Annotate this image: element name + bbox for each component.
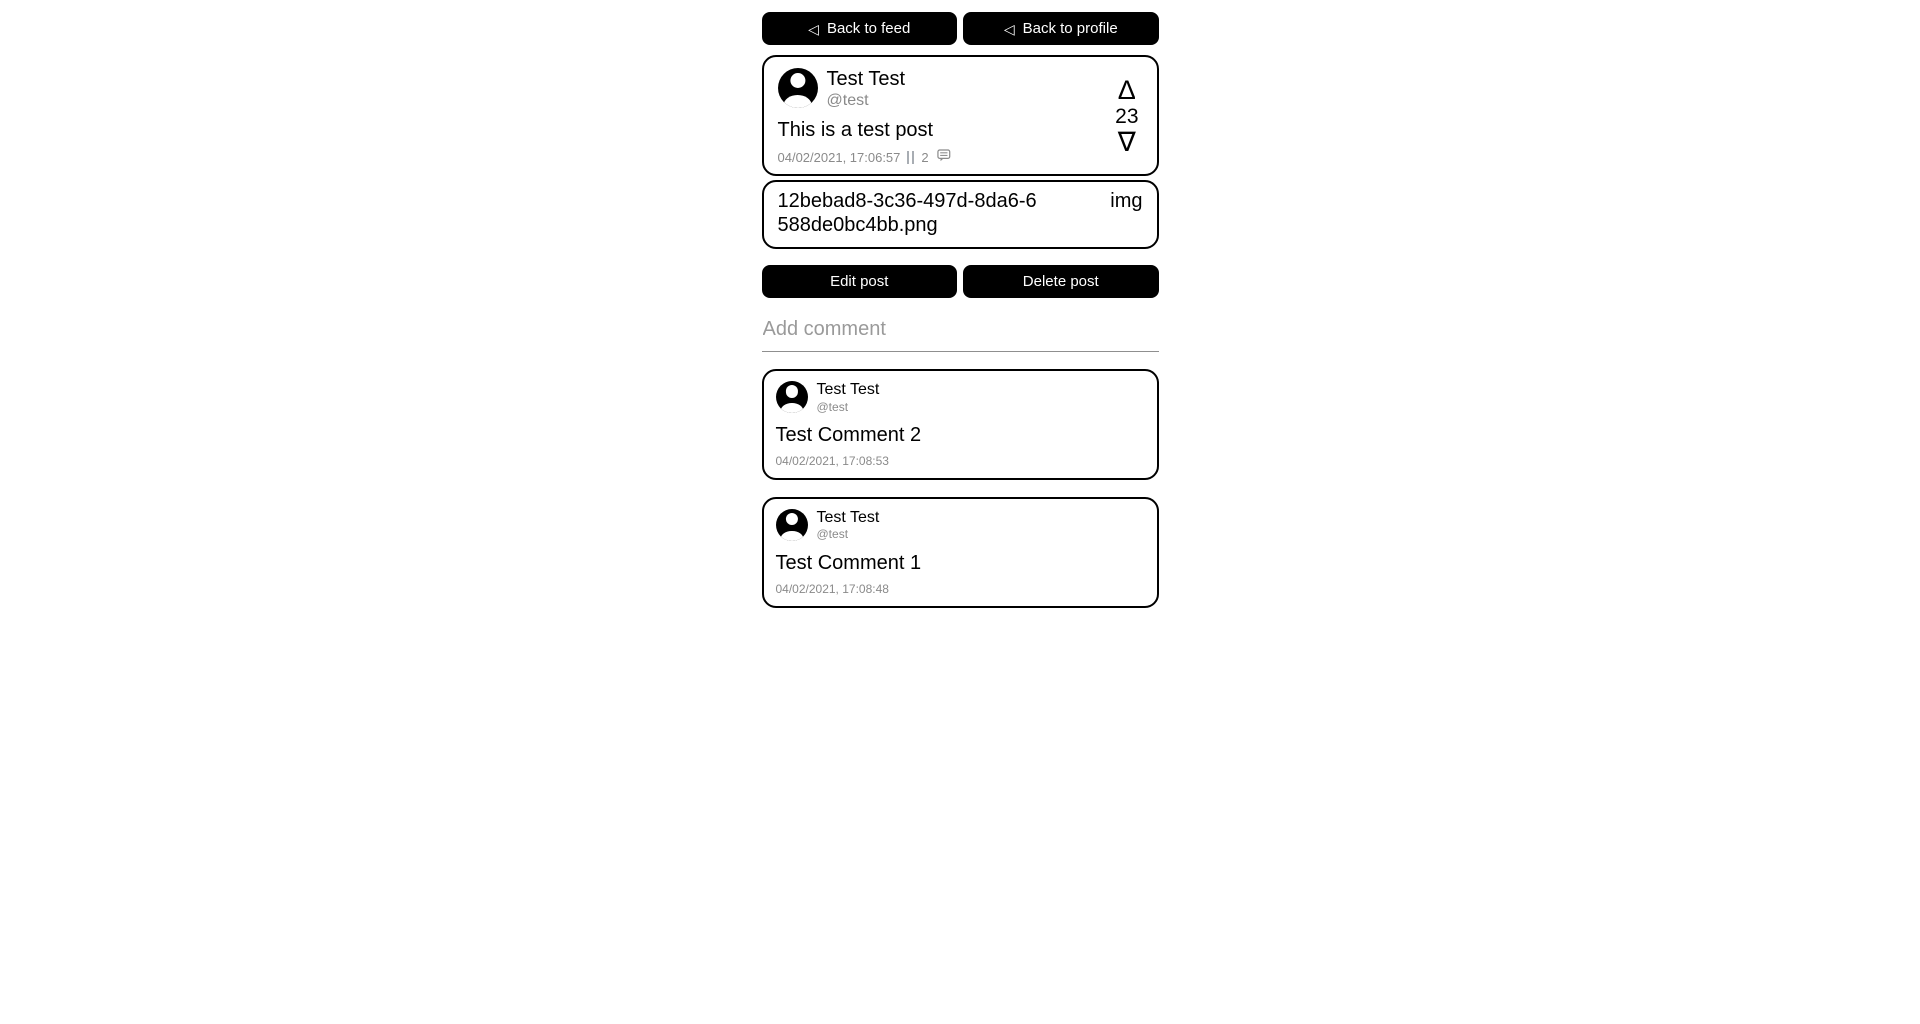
back-triangle-icon: ◁ [808, 20, 819, 37]
post-text: This is a test post [777, 119, 934, 142]
comment-timestamp: 04/02/2021, 17:08:48 [775, 581, 889, 596]
delete-post-label: Delete post [1022, 273, 1099, 291]
comment-timestamp: 04/02/2021, 17:08:53 [775, 453, 889, 468]
back-to-feed-button[interactable] [762, 12, 958, 45]
comment-author-handle: @test [816, 399, 849, 414]
post-author-handle: @test [826, 92, 869, 109]
vote-column [1107, 68, 1142, 165]
post-body [762, 55, 1159, 176]
post-meta-row [778, 149, 1108, 165]
nav-button-row [762, 12, 1159, 45]
edit-post-label: Edit post [830, 273, 889, 291]
comment-text: Test Comment 1 [775, 551, 922, 574]
comment-text: Test Comment 2 [775, 423, 922, 446]
add-comment-input[interactable] [762, 316, 1159, 352]
post-author-row [778, 68, 1108, 110]
account-circle-icon [778, 68, 818, 108]
comment-card [762, 369, 1159, 480]
comment-author-handle: @test [816, 527, 849, 542]
attachment-type-label: img [1110, 190, 1143, 213]
account-circle-icon [776, 509, 808, 541]
comment-author-row [776, 509, 1143, 542]
back-triangle-icon: ◁ [1003, 20, 1015, 37]
attachment-filename[interactable]: 12bebad8-3c36-497d-8da6-6588de0bc4bb.png [777, 190, 1037, 237]
downvote-button[interactable]: ∇ [1117, 127, 1136, 158]
comment-author-name: Test Test [816, 508, 880, 526]
post-detail-page [762, 12, 1159, 608]
account-circle-icon [776, 381, 808, 413]
upvote-button[interactable]: Δ [1117, 75, 1136, 106]
add-comment-section [762, 316, 1159, 352]
post-comment-count: 2 [921, 149, 929, 165]
edit-post-button[interactable] [762, 265, 958, 298]
post-actions-row [762, 265, 1159, 298]
post-attachment [762, 180, 1159, 249]
meta-divider [907, 151, 914, 164]
comment-author-name: Test Test [816, 381, 880, 399]
back-to-profile-label: Back to profile [1022, 20, 1118, 37]
post-author-name: Test Test [826, 68, 906, 90]
comment-card [762, 497, 1159, 608]
vote-count: 23 [1115, 105, 1139, 129]
back-to-profile-button[interactable] [963, 12, 1159, 45]
post-timestamp: 04/02/2021, 17:06:57 [777, 149, 901, 165]
delete-post-button[interactable] [963, 265, 1159, 298]
comment-author-row [776, 381, 1143, 414]
post-card [762, 55, 1159, 249]
comment-bubble-icon [937, 149, 951, 165]
back-to-feed-label: Back to feed [826, 20, 911, 37]
